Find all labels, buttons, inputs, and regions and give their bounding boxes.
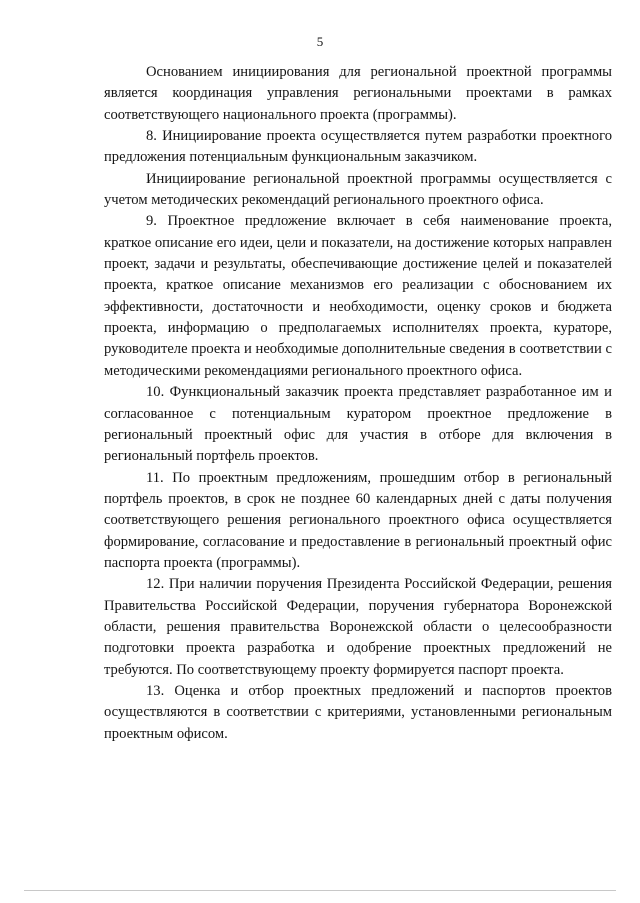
paragraph-8-continuation: Инициирование региональной проектной программы осуществляется с учетом методических рекомендаций регионального проектного офиса. — [104, 170, 612, 209]
paragraph-11: 11. По проектным предложениям, прошедшим отбор в региональный портфель проектов, в срок не позднее 60 календарных дней с даты получения соответствующего решения регионального проектного офиса осуществляется формирование, согласование и предоставление в региональный проектный офис паспорта проекта (программы). — [104, 469, 612, 571]
paragraph-intro: Основанием инициирования для региональной проектной программы является координация управления региональными проектами в рамках соответствующего национального проекта (программы). — [104, 64, 612, 123]
paragraph-8: 8. Инициирование проекта осуществляется путем разработки проектного предложения потенциальным функциональным заказчиком. — [104, 128, 612, 166]
paragraph-13: 13. Оценка и отбор проектных предложений и паспортов проектов осуществляются в соответствии с критериями, установленными региональным проектным офисом. — [104, 682, 612, 742]
paragraph-12: 12. При наличии поручения Президента Российской Федерации, решения Правительства Российской Федерации, поручения губернатора Воронежской области, решения правительства Воронежской области о целесообразности подготовки проекта разработка и одобрение проектных предложений не требуются. По соответствующему проекту формируется паспорт проекта. — [104, 576, 612, 678]
document-body — [104, 62, 612, 745]
page-number: 5 — [316, 34, 324, 49]
paragraph-9: 9. Проектное предложение включает в себя наименование проекта, краткое описание его идеи, цели и показатели, на достижение которых направлен проект, задачи и результаты, обеспечивающие достижение целей и показателей проекта, краткое описание механизмов его реализации с обоснованием их эффективности, достаточности и необходимости, оценку сроков и бюджета проекта, информацию о предполагаемых исполнителях проекта, кураторе, руководителе проекта и необходимые дополнительные сведения в соответствии с методическими рекомендациями регионального проектного офиса. — [104, 213, 612, 379]
paragraph-10: 10. Функциональный заказчик проекта представляет разработанное им и согласованное с потенциальным куратором проектное предложение в региональный проектный офис для участия в отборе для включения в региональный портфель проектов. — [104, 384, 612, 465]
scan-edge-line — [24, 890, 616, 891]
